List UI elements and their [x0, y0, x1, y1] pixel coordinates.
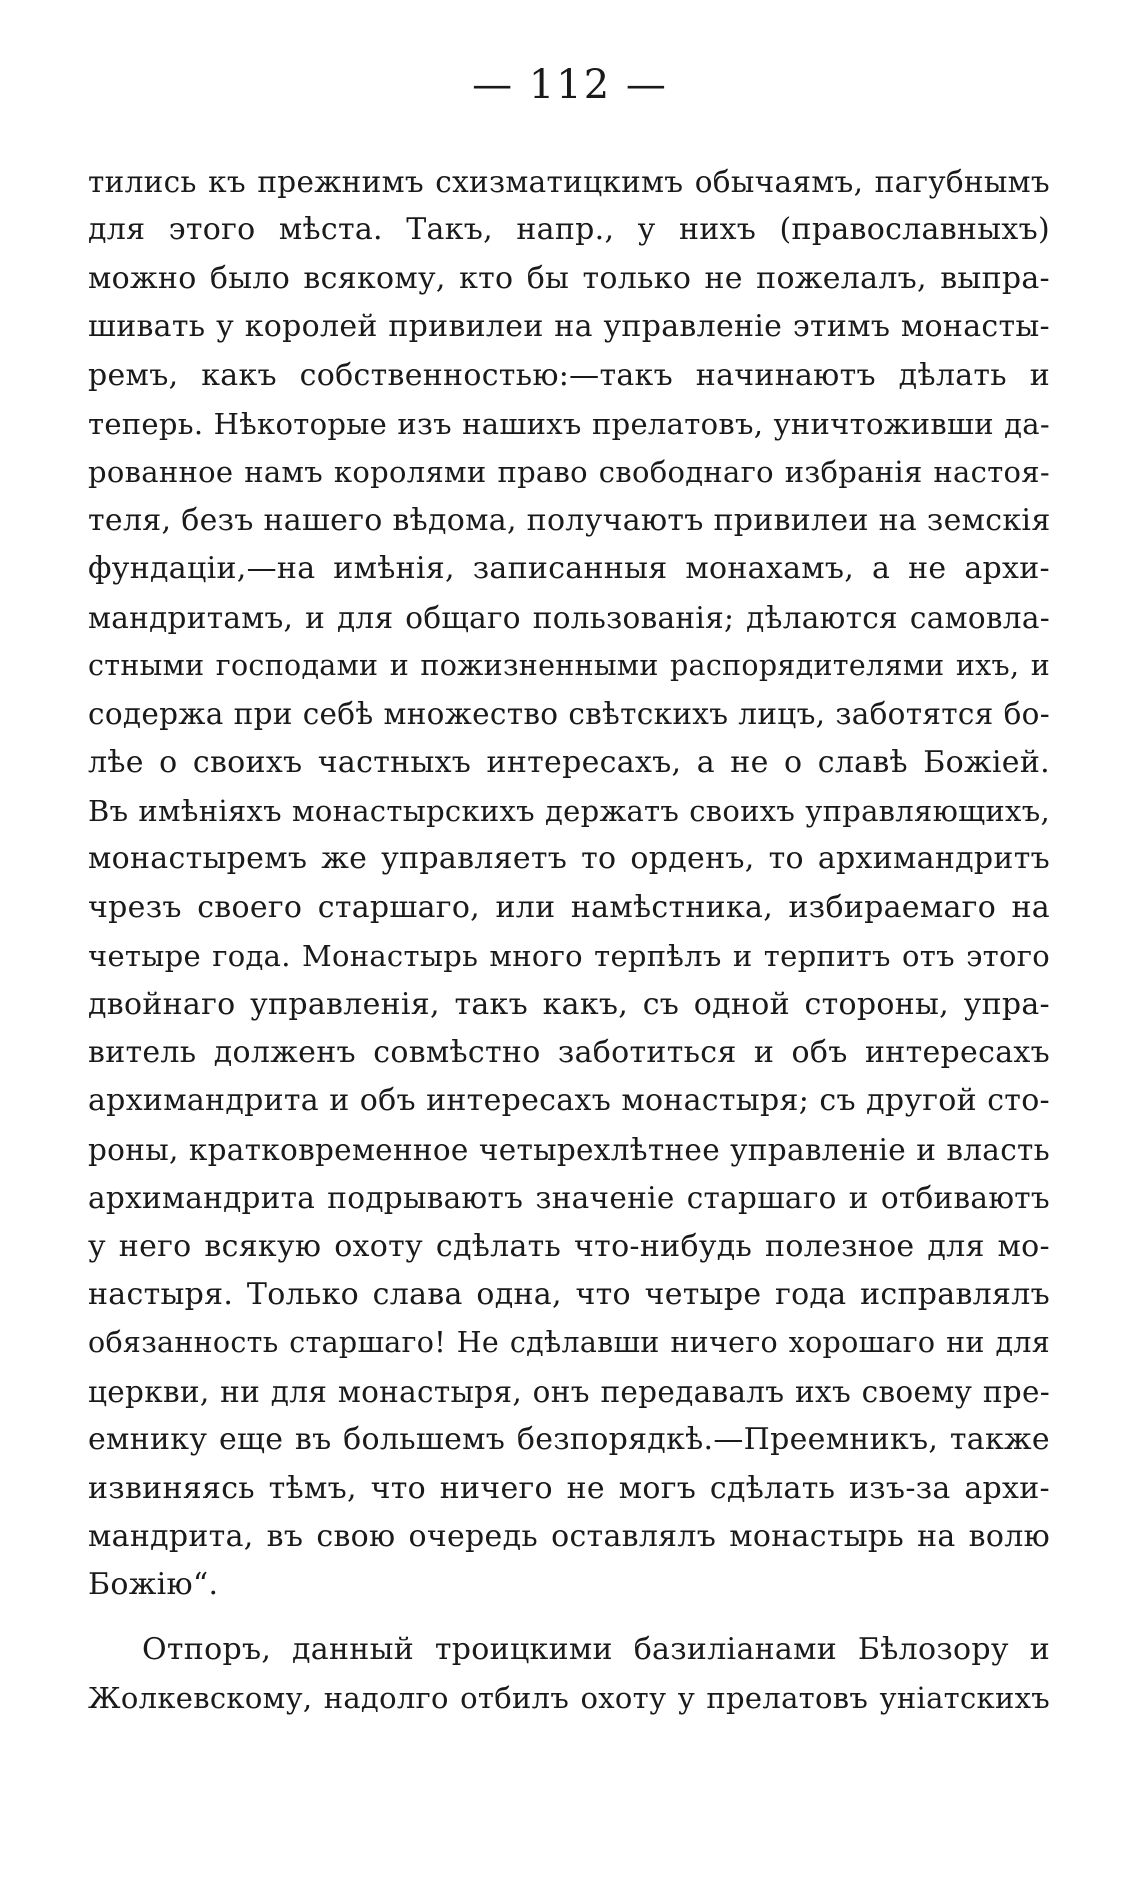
- paragraph-2: [88, 1626, 1050, 1723]
- text-line: Жолкевскому, надолго отбилъ охоту у прелатовъ уніатскихъ: [88, 1681, 1050, 1716]
- text-line: емнику еще въ большемъ безпорядкѣ.—Преемникъ, также: [88, 1422, 1050, 1458]
- text-line: церкви, ни для монастыря, онъ передавалъ ихъ своему пре-: [88, 1374, 1050, 1409]
- text-line: можно было всякому, кто бы только не пожелалъ, выпра-: [88, 260, 1050, 296]
- text-line: тились къ прежнимъ схизматицкимъ обычаямъ, пагубнымъ: [88, 165, 1050, 199]
- paragraph-1: [88, 158, 1050, 1610]
- text-line: архимандрита и объ интересахъ монастыря; съ другой сто-: [88, 1083, 1050, 1119]
- text-line: теперь. Нѣкоторые изъ нашихъ прелатовъ, уничтоживши да-: [88, 406, 1050, 441]
- text-line: монастыремъ же управляетъ то орденъ, то архимандритъ: [88, 841, 1050, 877]
- text-line: четыре года. Монастырь много терпѣлъ и терпитъ отъ этого: [88, 939, 1050, 974]
- text-line: роны, кратковременное четырехлѣтнее управленіе и власть: [88, 1132, 1050, 1167]
- text-line: рованное намъ королями право свободнаго избранія настоя-: [88, 455, 1050, 490]
- text-line: обязанность старшаго! Не сдѣлавши ничего хорошаго ни для: [88, 1326, 1050, 1360]
- text-line: для этого мѣста. Такъ, напр., у нихъ (православныхъ): [88, 212, 1050, 248]
- text-line: фундаціи,—на имѣнія, записанныя монахамъ, а не архи-: [88, 551, 1050, 587]
- body-text: [88, 158, 1050, 1723]
- text-line: Божію“.: [88, 1567, 219, 1603]
- text-line: шивать у королей привилеи на управленіе этимъ монасты-: [88, 309, 1050, 345]
- text-line: Въ имѣніяхъ монастырскихъ держатъ своихъ управляющихъ,: [88, 794, 1050, 829]
- text-line: содержа при себѣ множество свѣтскихъ лицъ, заботятся бо-: [88, 697, 1050, 732]
- text-line: лѣе о своихъ частныхъ интересахъ, а не о славѣ Божіей.: [88, 744, 1050, 780]
- text-line: чрезъ своего старшаго, или намѣстника, избираемаго на: [88, 889, 1050, 925]
- text-line: ремъ, какъ собственностью:—такъ начинаютъ дѣлать и: [88, 357, 1050, 393]
- text-line: стными господами и пожизненными распорядителями ихъ, и: [88, 648, 1050, 682]
- text-line: мандрита, въ свою очередь оставлялъ монастырь на волю: [88, 1518, 1050, 1554]
- text-line: архимандрита подрываютъ значеніе старшаго и отбиваютъ: [88, 1181, 1050, 1216]
- text-line: витель долженъ совмѣстно заботиться и объ интересахъ: [88, 1035, 1050, 1071]
- text-line: Отпоръ, данный троицкими базиліанами Бѣлозору и: [142, 1631, 1050, 1667]
- text-line: извиняясь тѣмъ, что ничего не могъ сдѣлать изъ-за архи-: [88, 1470, 1050, 1506]
- text-line: двойнаго управленія, такъ какъ, съ одной стороны, упра-: [88, 986, 1050, 1022]
- text-line: теля, безъ нашего вѣдома, получаютъ привилеи на земскія: [88, 502, 1051, 538]
- text-line: у него всякую охоту сдѣлать что-нибудь полезное для мо-: [88, 1228, 1050, 1264]
- paragraph-gap: [88, 1610, 1050, 1626]
- text-line: настыря. Только слава одна, что четыре года исправлялъ: [88, 1276, 1050, 1312]
- page-number: — 112 —: [472, 62, 668, 108]
- text-line: мандритамъ, и для общаго пользованія; дѣлаются самовла-: [88, 600, 1050, 635]
